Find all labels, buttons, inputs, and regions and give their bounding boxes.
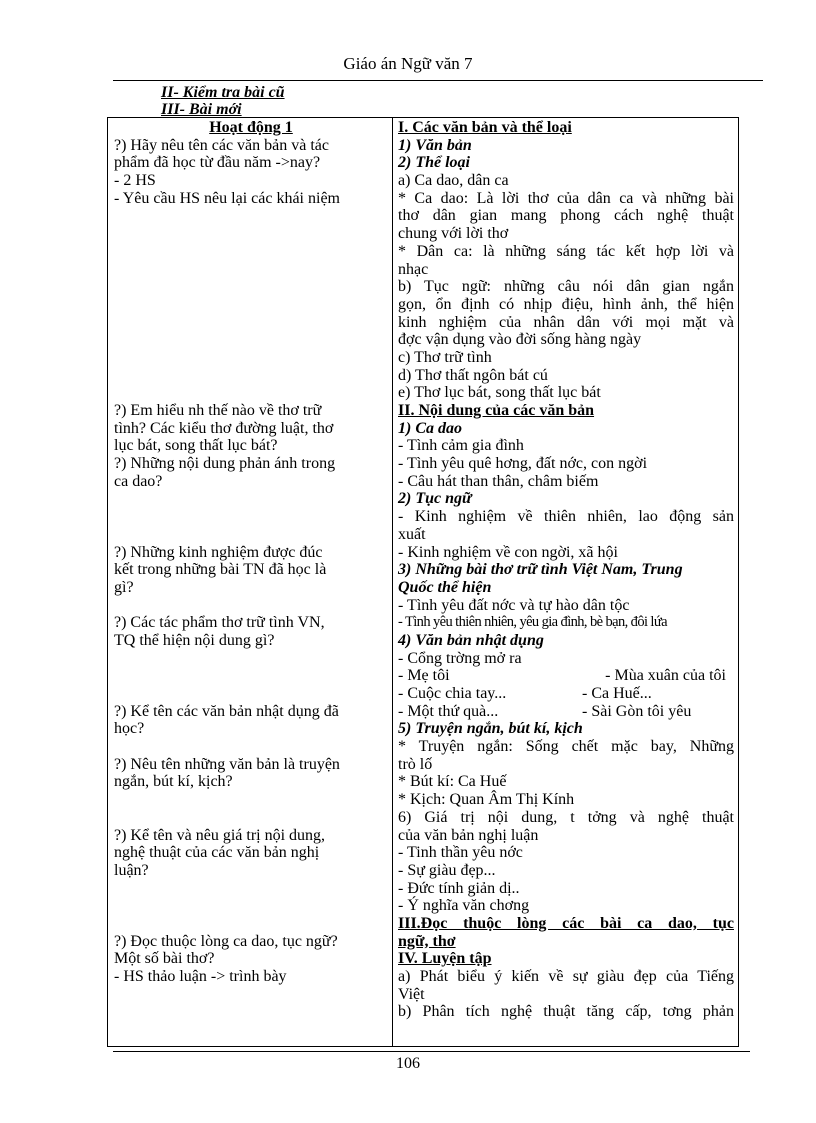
nhat-dung-left: - Một thứ quà... <box>398 702 499 720</box>
request-note: - Yêu cầu HS nêu lại các khái niệm <box>114 189 340 207</box>
heading-ii: II. Nội dung của các văn bản <box>398 402 595 419</box>
nhat-dung-right: - Sài Gòn tôi yêu <box>582 702 692 720</box>
page-number: 106 <box>396 1055 420 1072</box>
tuc-ngu-def-4: đợc vận dụng vào đời sống hàng ngày <box>398 331 642 349</box>
ca-dao-item-2: - Tình yêu quê hơng, đất nớc, con ngời <box>398 455 648 473</box>
tuc-ngu-item-2: xuất <box>398 525 426 543</box>
question-9-line-2: Một số bài thơ? <box>114 950 215 968</box>
item-e: e) Thơ lục bát, song thất lục bát <box>398 384 601 402</box>
heading-i-1: 1) Văn bản <box>398 136 472 154</box>
kich: * Kịch: Quan Âm Thị Kính <box>398 791 575 809</box>
nghi-luan-item-2: - Sự giàu đẹp... <box>398 861 496 879</box>
ca-dao-def-1: * Ca dao: Là lời thơ của dân ca và những bài <box>398 189 734 207</box>
heading-ii-6-line-1: 6) Giá trị nội dung, t tởng và nghệ thuật <box>398 808 734 826</box>
question-7-line-2: ngắn, bút kí, kịch? <box>114 773 233 791</box>
header-rule <box>113 80 763 81</box>
heading-ii-5: 5) Truyện ngắn, bút kí, kịch <box>398 720 583 738</box>
heading-ii-1: 1) Ca dao <box>398 419 462 437</box>
question-1-line-1: ?) Hãy nêu tên các văn bản và tác <box>114 136 329 154</box>
nghi-luan-item-3: - Đức tính giản dị.. <box>398 879 520 897</box>
question-8-line-2: nghệ thuật của các văn bản nghị <box>114 844 320 862</box>
question-6-line-1: ?) Kể tên các văn bản nhật dụng đã <box>114 702 339 720</box>
nhat-dung-row <box>398 667 734 685</box>
question-9-line-1: ?) Đọc thuộc lòng ca dao, tục ngữ? <box>114 932 338 950</box>
section-bai-moi: III- Bài mới <box>161 101 242 118</box>
luyen-tap-a-line-1: a) Phát biểu ý kiến về sự giàu đẹp của Tiếng <box>398 968 734 985</box>
nghi-luan-item-4: - Ý nghĩa văn chơng <box>398 897 530 915</box>
item-d: d) Thơ thất ngôn bát cú <box>398 366 548 384</box>
nhat-dung-row <box>398 685 734 703</box>
heading-ii-2: 2) Tục ngữ <box>398 490 472 508</box>
item-a: a) Ca dao, dân ca <box>398 172 509 190</box>
truyen-ngan-line-1: * Truyện ngắn: Sống chết mặc bay, Những <box>398 738 734 756</box>
nhat-dung-right: - Mùa xuân của tôi <box>605 667 726 685</box>
item-c: c) Thơ trữ tình <box>398 348 492 366</box>
activity-title: Hoạt động 1 <box>209 119 293 136</box>
tho-item-2: - Tình yêu thiên nhiên, yêu gia đình, bè bạn, đôi lứa <box>398 614 667 631</box>
tuc-ngu-item-1: - Kinh nghiệm về thiên nhiên, lao động sản <box>398 508 734 526</box>
heading-ii-3-line-1: 3) Những bài thơ trữ tình Việt Nam, Trung <box>398 561 683 579</box>
heading-iii-line-2: ngữ, thơ <box>398 932 456 950</box>
lesson-table <box>107 117 739 1047</box>
dan-ca-def-1: * Dân ca: là những sáng tác kết hợp lời và <box>398 242 734 260</box>
nhat-dung-first: - Cổng trờng mở ra <box>398 649 522 667</box>
question-5-line-2: TQ thể hiện nội dung gì? <box>114 631 275 649</box>
question-4-line-2: kết trong những bài TN đã học là <box>114 561 327 579</box>
question-1-line-2: phẩm đã học từ đầu năm ->nay? <box>114 154 321 172</box>
luyen-tap-b: b) Phân tích nghệ thuật tăng cấp, tơng phản <box>398 1003 734 1021</box>
heading-ii-6-line-2: của văn bản nghị luận <box>398 826 539 844</box>
question-5-line-1: ?) Các tác phẩm thơ trữ tình VN, <box>114 614 325 632</box>
question-9-line-3: - HS thảo luận -> trình bày <box>114 968 287 985</box>
left-column <box>114 119 388 986</box>
question-3-line-1: ?) Những nội dung phản ánh trong <box>114 455 336 473</box>
heading-ii-4: 4) Văn bản nhật dụng <box>398 631 544 649</box>
nghi-luan-item-1: - Tinh thần yêu nớc <box>398 844 523 862</box>
footer-rule <box>113 1051 750 1052</box>
tuc-ngu-item-3: - Kinh nghiệm về con ngời, xã hội <box>398 543 618 561</box>
luyen-tap-a-line-2: Việt <box>398 985 425 1003</box>
heading-iii-line-1: III.Đọc thuộc lòng các bài ca dao, tục <box>398 914 734 932</box>
tuc-ngu-def-3: kinh nghiệm của nhân dân với mọi mặt và <box>398 313 734 331</box>
tho-item-1: - Tình yêu đất nớc và tự hào dân tộc <box>398 596 630 614</box>
ca-dao-item-3: - Câu hát than thân, châm biếm <box>398 472 599 490</box>
right-column <box>398 119 734 1021</box>
question-2-line-3: lục bát, song thất lục bát? <box>114 437 278 455</box>
question-2-line-1: ?) Em hiểu nh thế nào về thơ trữ <box>114 402 322 419</box>
dan-ca-def-2: nhạc <box>398 260 429 278</box>
truyen-ngan-line-2: trò lố <box>398 755 433 773</box>
heading-iv: IV. Luyện tập <box>398 950 492 968</box>
heading-i-2: 2) Thể loại <box>398 154 470 172</box>
page-header: Giáo án Ngữ văn 7 <box>343 54 473 73</box>
question-6-line-2: học? <box>114 720 145 738</box>
heading-ii-3-line-2: Quốc thể hiện <box>398 578 492 596</box>
nhat-dung-left: - Mẹ tôi <box>398 667 450 685</box>
question-8-line-3: luận? <box>114 861 149 879</box>
column-divider <box>392 118 393 1046</box>
but-ki: * Bút kí: Ca Huế <box>398 773 507 791</box>
question-4-line-1: ?) Những kinh nghiệm được đúc <box>114 543 323 561</box>
heading-i: I. Các văn bản và thể loại <box>398 119 572 136</box>
question-7-line-1: ?) Nêu tên những văn bản là truyện <box>114 755 340 773</box>
nhat-dung-left: - Cuộc chia tay... <box>398 685 507 702</box>
nhat-dung-right: - Ca Huế... <box>582 685 652 702</box>
nhat-dung-row <box>398 703 734 721</box>
question-2-line-2: tình? Các kiểu thơ đường luật, thơ <box>114 419 334 437</box>
question-4-line-3: gì? <box>114 578 134 596</box>
ca-dao-item-1: - Tình cảm gia đình <box>398 437 524 455</box>
ca-dao-def-3: chung với lời thơ <box>398 225 509 243</box>
tuc-ngu-def-2: gọn, ổn định có nhịp điệu, hình ảnh, thể hiện <box>398 295 734 313</box>
question-8-line-1: ?) Kể tên và nêu giá trị nội dung, <box>114 826 326 844</box>
question-3-line-2: ca dao? <box>114 472 163 490</box>
ca-dao-def-2: thơ dân gian mang phong cách nghệ thuật <box>398 207 734 225</box>
tuc-ngu-def-1: b) Tục ngữ: những câu nói dân gian ngắn <box>398 278 734 296</box>
hs-note: - 2 HS <box>114 172 156 190</box>
section-kiem-tra: II- Kiểm tra bài cũ <box>161 84 285 101</box>
